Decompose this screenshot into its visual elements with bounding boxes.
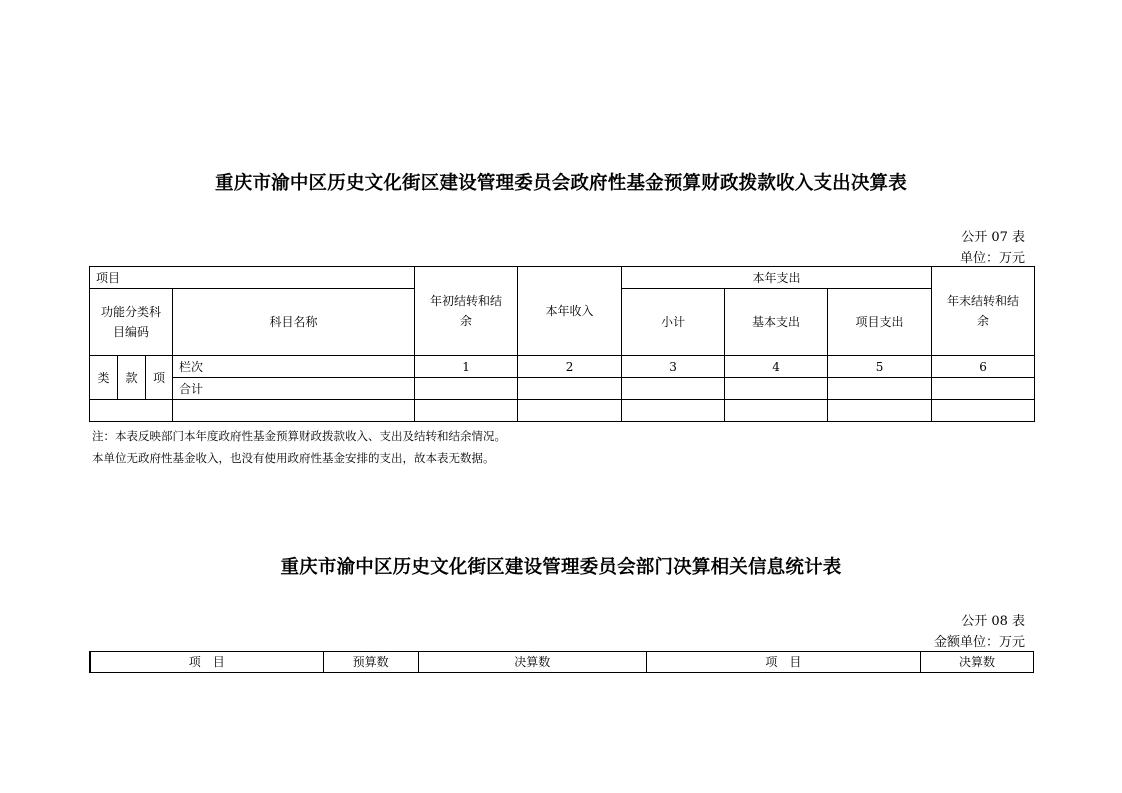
table-cell	[932, 400, 1035, 422]
header-lei: 类	[90, 356, 118, 400]
table2-title: 重庆市渝中区历史文化街区建设管理委员会部门决算相关信息统计表	[280, 557, 842, 578]
header-project: 项目支出	[828, 289, 932, 356]
table-cell	[828, 378, 932, 400]
header-budget: 预算数	[323, 652, 418, 673]
table-cell	[725, 400, 828, 422]
table1-note: 注：本表反映部门本年度政府性基金预算财政拨款收入、支出及结转和结余情况。	[92, 429, 506, 443]
col-number: 6	[932, 356, 1035, 378]
table-cell	[415, 400, 518, 422]
header-subtotal: 小计	[622, 289, 725, 356]
table2-grid	[89, 651, 1034, 673]
header-begin-balance: 年初结转和结余	[415, 267, 518, 356]
table-cell	[173, 400, 415, 422]
header-item: 项目	[90, 267, 415, 289]
header-item: 项 目	[90, 652, 323, 673]
table-cell	[725, 378, 828, 400]
header-basic: 基本支出	[725, 289, 828, 356]
header-final: 决算数	[418, 652, 646, 673]
table-cell	[622, 400, 725, 422]
table1-title: 重庆市渝中区历史文化街区建设管理委员会政府性基金预算财政拨款收入支出决算表	[215, 173, 907, 194]
table-cell	[828, 400, 932, 422]
col-number: 5	[828, 356, 932, 378]
table1-code: 公开 07 表	[961, 230, 1025, 245]
header-end-balance: 年末结转和结余	[932, 267, 1035, 356]
table1-unit: 单位：万元	[959, 251, 1025, 266]
table-cell	[518, 378, 622, 400]
row-lanci: 栏次	[173, 356, 415, 378]
col-number: 2	[518, 356, 622, 378]
table1-note: 本单位无政府性基金收入，也没有使用政府性基金安排的支出，故本表无数据。	[92, 451, 495, 465]
header-func-code: 功能分类科目编码	[90, 289, 173, 356]
col-number: 3	[622, 356, 725, 378]
header-kuan: 款	[118, 356, 146, 400]
header-xiang: 项	[146, 356, 173, 400]
table2-unit: 金额单位：万元	[933, 635, 1025, 650]
row-total: 合计	[173, 378, 415, 400]
table2-code: 公开 08 表	[961, 614, 1025, 629]
table1-grid	[89, 266, 1035, 422]
header-final: 决算数	[920, 652, 1033, 673]
col-number: 1	[415, 356, 518, 378]
header-expenditure: 本年支出	[622, 267, 932, 289]
header-item: 项 目	[646, 652, 920, 673]
header-subject-name: 科目名称	[173, 289, 415, 356]
table-cell	[415, 378, 518, 400]
table-cell	[90, 400, 173, 422]
col-number: 4	[725, 356, 828, 378]
table-cell	[932, 378, 1035, 400]
table-cell	[518, 400, 622, 422]
header-income: 本年收入	[518, 267, 622, 356]
table-cell	[622, 378, 725, 400]
